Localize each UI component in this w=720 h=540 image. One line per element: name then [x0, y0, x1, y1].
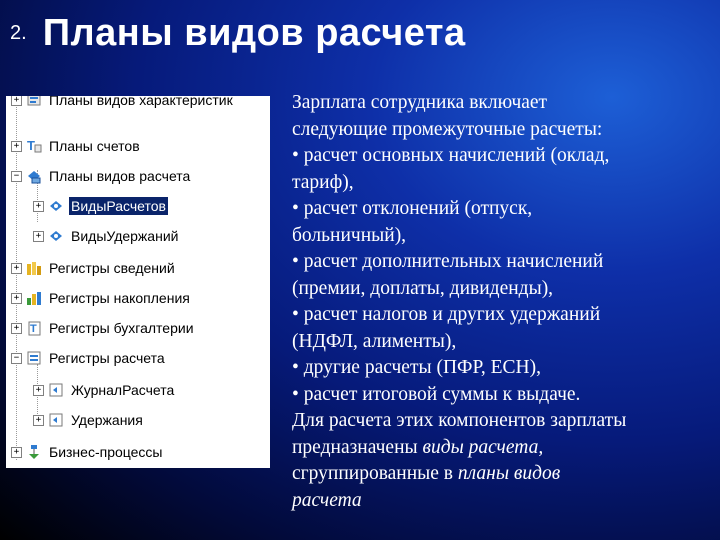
calc-types-plan-icon [26, 168, 42, 184]
expand-icon[interactable]: + [11, 141, 22, 152]
body-text-plain: сгруппированные в [292, 463, 458, 484]
slide-body-text [292, 90, 716, 514]
body-text-italic: расчета [292, 489, 362, 511]
body-line: больничный), [292, 224, 407, 246]
collapse-icon[interactable]: − [11, 353, 22, 364]
tree-item-label: Бизнес-процессы [49, 444, 163, 460]
expand-icon[interactable]: + [11, 96, 22, 106]
bullet-line: • расчет основных начислений (оклад, [292, 145, 610, 166]
accounts-plan-icon [26, 138, 42, 154]
tree-item-accumulation-registers[interactable] [11, 288, 192, 308]
body-line: (НДФЛ, алименты), [292, 330, 457, 352]
body-line: тариф), [292, 171, 354, 193]
body-line: Для расчета этих компонентов зарплаты [292, 410, 627, 431]
tree-item-accounting-registers[interactable] [11, 318, 196, 338]
metadata-tree[interactable] [6, 96, 270, 468]
tree-item-label: Планы счетов [49, 138, 140, 154]
body-text-plain: предназначены [292, 436, 423, 458]
tree-item-label-selected: ВидыРасчетов [71, 198, 166, 214]
expand-icon[interactable]: + [33, 415, 44, 426]
expand-icon[interactable]: + [11, 263, 22, 274]
calc-journal-icon [48, 382, 64, 398]
expand-icon[interactable]: + [33, 231, 44, 242]
body-line: следующие промежуточные расчеты: [292, 118, 603, 140]
expand-icon[interactable]: + [33, 385, 44, 396]
deductions-icon [48, 228, 64, 244]
tree-item-deductions[interactable] [33, 226, 180, 246]
body-line [292, 488, 716, 515]
tree-item-business-processes[interactable] [11, 442, 164, 462]
expand-icon[interactable]: + [11, 323, 22, 334]
collapse-icon[interactable]: − [11, 171, 22, 182]
body-line [292, 461, 716, 488]
tree-item-deduction-register[interactable] [33, 410, 145, 430]
tree-item-accounts-plan[interactable] [11, 136, 142, 156]
tree-item-characteristics[interactable] [11, 96, 235, 110]
characteristics-icon [26, 96, 42, 108]
tree-item-calc-registers[interactable] [11, 348, 167, 368]
deduction-register-icon [48, 412, 64, 428]
tree-item-label: Планы видов характеристик [49, 96, 233, 108]
tree-item-label: Регистры расчета [49, 350, 165, 366]
tree-item-info-registers[interactable] [11, 258, 177, 278]
svg-text:T: T [30, 323, 37, 335]
tree-item-label: Регистры бухгалтерии [49, 320, 194, 336]
body-text-italic: виды расчета, [422, 436, 544, 458]
body-line: Зарплата сотрудника включает [292, 92, 548, 113]
expand-icon[interactable]: + [11, 447, 22, 458]
tree-item-label: Удержания [71, 412, 143, 428]
slide-heading: Планы видов расчета [42, 12, 466, 54]
slide-number: 2. [10, 22, 27, 44]
body-line: (премии, доплаты, дивиденды), [292, 277, 554, 299]
info-register-icon [26, 260, 42, 276]
bullet-line: • расчет отклонений (отпуск, [292, 198, 533, 219]
tree-item-calc-types[interactable] [33, 196, 168, 216]
calc-types-icon [48, 198, 64, 214]
business-process-icon [26, 444, 42, 460]
bullet-line: • другие расчеты (ПФР, ЕСН), [292, 357, 541, 378]
tree-item-label: Регистры накопления [49, 290, 190, 306]
expand-icon[interactable]: + [11, 293, 22, 304]
expand-icon[interactable]: + [33, 201, 44, 212]
tree-item-label: Регистры сведений [49, 260, 175, 276]
calc-register-icon [26, 350, 42, 366]
tree-item-calc-types-plan[interactable] [11, 166, 192, 186]
svg-text:T: T [27, 138, 35, 153]
tree-item-calc-journal[interactable] [33, 380, 176, 400]
tree-item-label: ЖурналРасчета [71, 382, 175, 398]
slide-title [10, 12, 466, 55]
tree-item-label: ВидыУдержаний [71, 228, 179, 244]
accounting-register-icon [26, 320, 42, 336]
tree-item-label: Планы видов расчета [49, 168, 191, 184]
body-text-italic: планы видов [457, 463, 561, 484]
bullet-line: • расчет налогов и других удержаний [292, 304, 601, 325]
accumulation-register-icon [26, 290, 42, 306]
body-line [292, 435, 716, 462]
bullet-line: • расчет дополнительных начислений [292, 251, 604, 272]
bullet-line: • расчет итоговой суммы к выдаче. [292, 383, 581, 405]
